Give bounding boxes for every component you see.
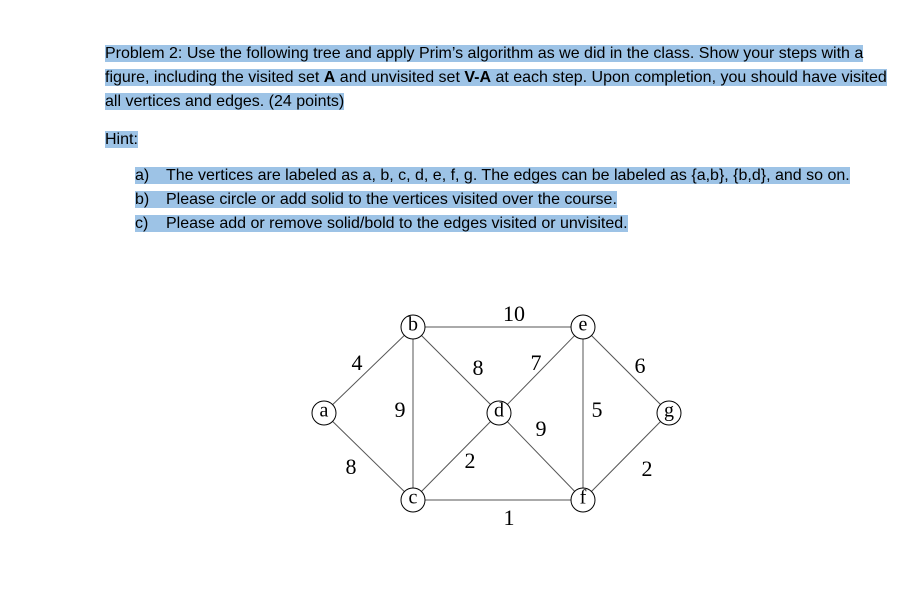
vertex-label-d: d <box>494 399 504 422</box>
vertex-label-a: a <box>319 399 329 422</box>
vertex-label-c: c <box>408 486 418 509</box>
edge-weight-a-c: 8 <box>345 454 357 480</box>
visited-set-label: A <box>323 69 336 86</box>
edge-weight-b-e: 10 <box>503 301 525 327</box>
hint-text: The vertices are labeled as a, b, c, d, e, f, g. The edges can be labeled as {a,b}, {b,d}, and so on. <box>166 167 850 184</box>
edge-weight-b-c: 9 <box>394 397 406 423</box>
problem-text-middle: and unvisited set <box>335 69 465 86</box>
hint-text: Please add or remove solid/bold to the edges visited or unvisited. <box>166 215 628 232</box>
hint-marker: c) <box>135 215 149 232</box>
hint-text: Please circle or add solid to the vertices visited over the course. <box>166 191 617 208</box>
vertex-label-f: f <box>579 486 587 509</box>
edge-weight-d-e: 7 <box>530 350 542 376</box>
hint-marker: b) <box>135 191 150 208</box>
unvisited-set-label: V-A <box>464 69 491 86</box>
edge-weight-a-b: 4 <box>351 350 363 376</box>
edge-a-c <box>333 421 405 491</box>
problem-text-tail: at each step. Upon completion, you should have visited all vertices and edges. (24 points) <box>105 69 887 110</box>
edge-weight-e-g: 6 <box>634 353 646 379</box>
edge-weight-b-d: 8 <box>472 355 484 381</box>
hint-marker: a) <box>135 167 150 184</box>
edge-e-g <box>591 335 660 404</box>
vertex-label-b: b <box>408 313 418 336</box>
vertex-label-e: e <box>578 313 588 336</box>
problem-text-lead: Problem 2: Use the following tree and apply Prim’s algorithm as we did in the class. Show your steps with a figure, including the visited set <box>105 45 864 86</box>
edge-a-b <box>333 335 405 404</box>
edge-weight-e-f: 5 <box>591 397 603 423</box>
edge-weight-c-d: 2 <box>464 448 476 474</box>
edge-weight-c-f: 1 <box>503 505 515 531</box>
hint-title: Hint: <box>105 131 138 148</box>
edge-weight-d-f: 9 <box>535 416 547 442</box>
vertex-label-g: g <box>664 399 674 422</box>
edge-c-d <box>421 422 490 492</box>
edge-weight-f-g: 2 <box>641 456 653 482</box>
